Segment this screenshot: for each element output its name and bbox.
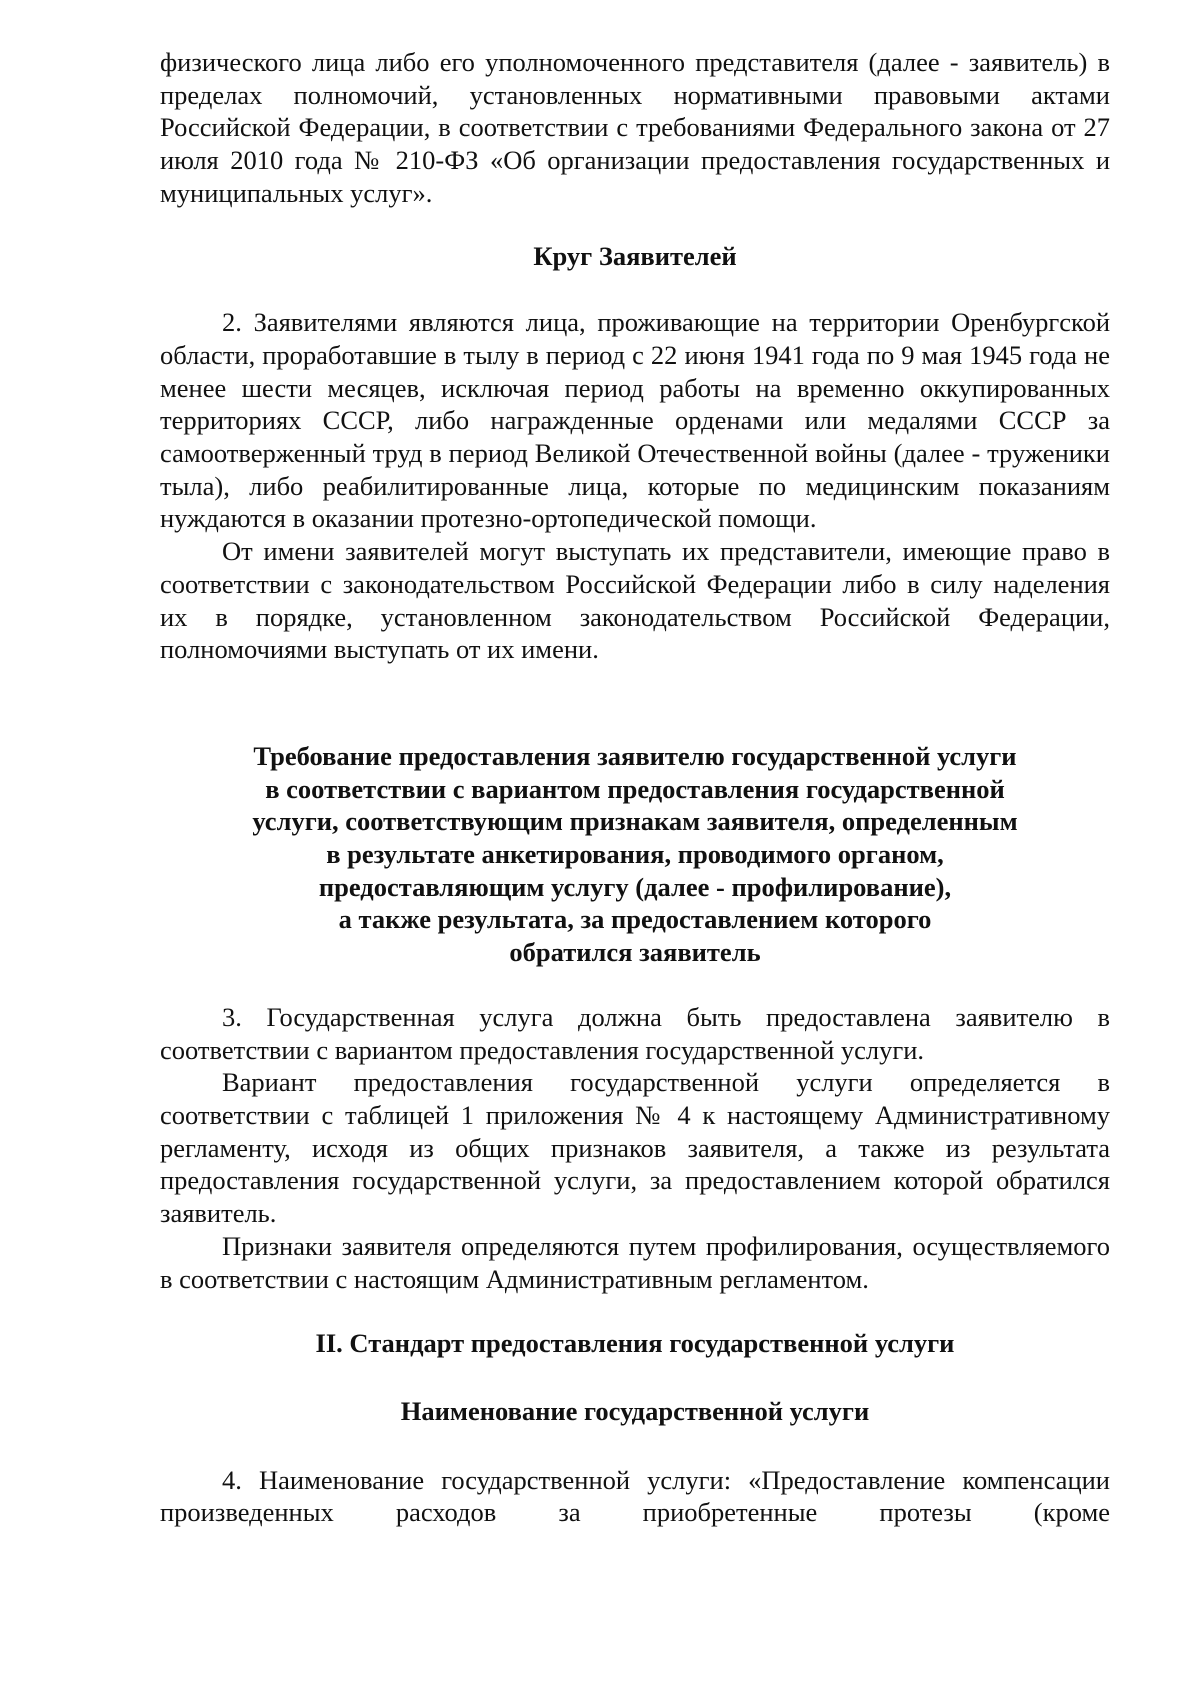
heading-service-name: Наименование государственной услуги	[400, 1395, 870, 1426]
paragraph-3-variant: Вариант предоставления государственной услуги определяется в соответствии с таблицей 1 приложения № 4 к настоящему Административному регламенту, исходя из общих признаков заявителя, а также из результата предоставления государственной услуги, за предоставлением которой обратился заявитель.	[160, 1067, 1110, 1229]
heading-requirement-line: в соответствии с вариантом предоставления государственной	[265, 773, 1005, 804]
heading-requirement-line: Требование предоставления заявителю государственной услуги	[253, 740, 1017, 771]
paragraph-2: 2. Заявителями являются лица, проживающие на территории Оренбургской области, проработавшие в тылу в период с 22 июня 1941 года по 9 мая 1945 года не менее шести месяцев, исключая период работы на временно оккупированных территориях СССР, либо награжденные орденами или медалями СССР за самоотверженный труд в период Великой Отечественной войны (далее - труженики тыла), либо реабилитированные лица, которые по медицинским показаниям нуждаются в оказании протезно-ортопедической помощи.	[160, 307, 1110, 534]
heading-requirement-line: услуги, соответствующим признакам заявителя, определенным	[252, 806, 1018, 837]
intro-paragraph: физического лица либо его уполномоченного представителя (далее - заявитель) в пределах полномочий, установленных нормативными правовыми актами Российской Федерации, в соответствии с требованиями Федерального закона от 27 июля 2010 года № 210-ФЗ «Об организации предоставления государственных и муниципальных услуг».	[160, 47, 1110, 208]
heading-section-ii: II. Стандарт предоставления государственной услуги	[315, 1328, 955, 1359]
paragraph-4: 4. Наименование государственной услуги: «Предоставление компенсации произведенных расходов за приобретенные протезы (кроме	[160, 1464, 1110, 1528]
heading-requirement-line: а также результата, за предоставлением которого	[338, 904, 932, 935]
heading-requirement	[160, 740, 1110, 969]
paragraph-3-signs: Признаки заявителя определяются путем профилирования, осуществляемого в соответствии с настоящим Административным регламентом.	[160, 1230, 1110, 1294]
heading-requirement-line: обратился заявитель	[509, 937, 761, 968]
heading-applicant-circle: Круг Заявителей	[533, 240, 737, 271]
paragraph-2-representatives: От имени заявителей могут выступать их представители, имеющие право в соответствии с законодательством Российской Федерации либо в силу наделения их в порядке, установленном законодательством Российской Федерации, полномочиями выступать от их имени.	[160, 536, 1110, 665]
document-page	[160, 46, 1110, 1529]
heading-requirement-line: в результате анкетирования, проводимого органом,	[326, 839, 944, 870]
heading-requirement-line: предоставляющим услугу (далее - профилирование),	[318, 871, 952, 902]
paragraph-3: 3. Государственная услуга должна быть предоставлена заявителю в соответствии с вариантом предоставления государственной услуги.	[160, 1001, 1110, 1065]
